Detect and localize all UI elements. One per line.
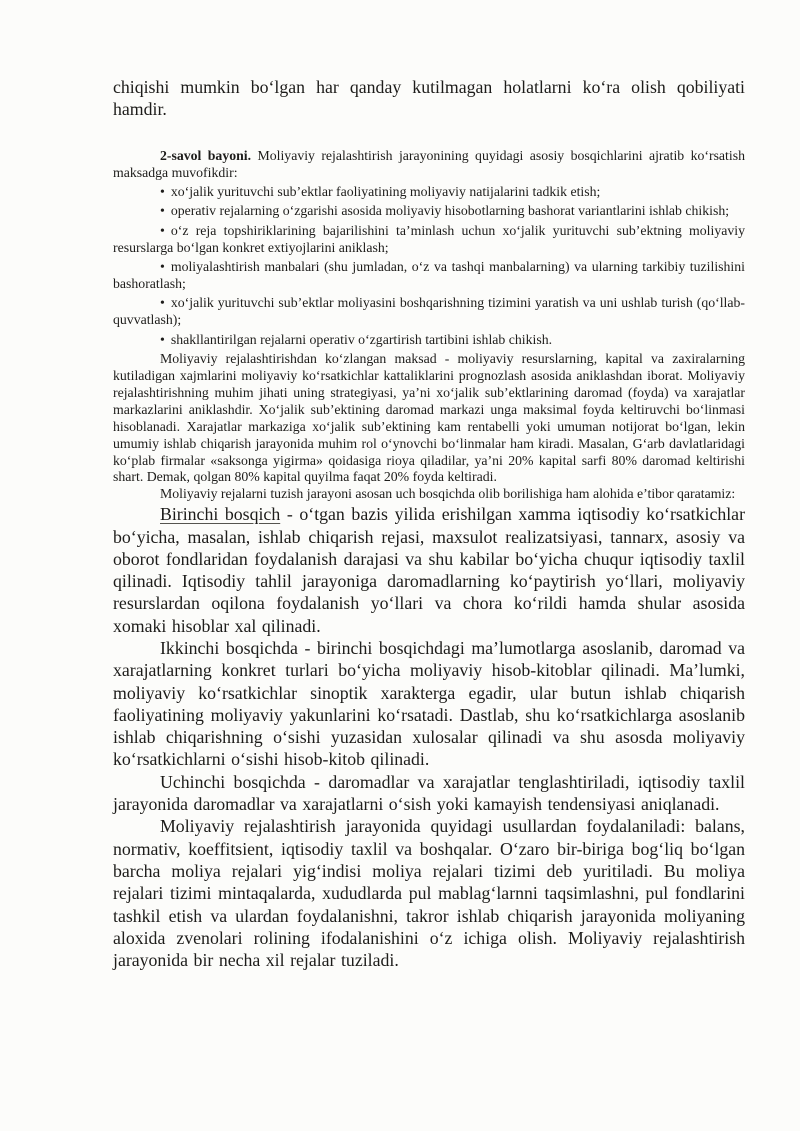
question2-paragraph — [113, 148, 745, 182]
bullet-text: moliyalashtirish manbalari (shu jumladan, o‘z va tashqi manbalarning) va ularning tarkibiy tuzilishini bashoratlash; — [113, 259, 745, 291]
intro-paragraph: chiqishi mumkin bo‘lgan har qanday kutilmagan holatlarni ko‘ra olish qobiliyati hamdir. — [113, 77, 745, 120]
purpose-paragraph: Moliyaviy rejalashtirishdan ko‘zlangan maksad - moliyaviy resurslarning, kapital va zaxiralarning kutiladigan xajmlarini moliyaviy ko‘rsatkichlar kattaliklarini prognozlash asosida aniklashdan iborat. Moliyaviy rejalashtirishning muhim jihati uning strategiyasi, ya’ni xo‘jalik sub’ektlarining daromad (foyda) va xarajatlar markazlarini aniklashdir. Xo‘jalik sub’ektining daromad markazi unga maksimal foyda keltiruvchi bo‘linmasi hisoblanadi. Xarajatlar markaziga xo‘jalik sub’ektining kam rentabelli yoki umuman notijorat bo‘lgan, lekin umumiy ishlab chiqarish jarayonida muhim rol o‘ynovchi bo‘linmalar ham kiradi. Masalan, G‘arb davlatlaridagi ko‘plab firmalar «saksonga yigirma» qoidasiga rioya qiladilar, ya’ni 20% kapital sarfi 80% daromad keltirishi shart. Demak, qolgan 80% kapital quyilma faqat 20% foyda keltiradi. — [113, 351, 745, 485]
bullet-item — [113, 295, 745, 329]
bullet-icon: • — [160, 222, 165, 238]
stage1-paragraph — [113, 503, 745, 637]
bullet-icon: • — [160, 203, 165, 219]
stage1-text: - o‘tgan bazis yilida erishilgan xamma iqtisodiy ko‘rsatkichlar bo‘yicha, masalan, ishlab chiqarish rejasi, maxsulot realizatsiyasi, tannarx, asosiy va oborot fondlaridan foydalanish darajasi va shu kabilar bo‘yicha chuqur iqtisodiy taxlil qilinadi. Iqtisodiy tahlil jarayoniga daromadlarning ko‘paytirish yo‘llari, moliyaviy resurslardan oqilona foydalanish yo‘llari va chora ko‘rildi hamda shular asosida xomaki hisoblar xal qilinadi. — [113, 504, 745, 636]
three-stages-intro-paragraph: Moliyaviy rejalarni tuzish jarayoni asosan uch bosqichda olib borilishiga ham alohida e’tibor qaratamiz: — [160, 486, 736, 502]
stage3-paragraph: Uchinchi bosqichda - daromadlar va xarajatlar tenglashtiriladi, iqtisodiy taxlil jarayonida daromadlar va xarajatlarni o‘sish yoki kamayish tendensiyasi aniqlanadi. — [113, 771, 745, 815]
bullet-text: xo‘jalik yurituvchi sub’ektlar faoliyatining moliyaviy natijalarini tadkik etish; — [170, 183, 601, 199]
bullet-icon: • — [160, 295, 165, 311]
bullet-item — [113, 184, 745, 201]
bullet-item — [113, 332, 745, 349]
bullet-item — [113, 223, 745, 257]
question2-text: Moliyaviy rejalashtirish jarayonining quyidagi asosiy bosqichlarini ajratib ko‘rsatish maksadga muvofikdir: — [113, 147, 745, 180]
bullet-item — [113, 203, 745, 220]
bullet-text: o‘z reja topshiriklarining bajarilishini ta’minlash uchun xo‘jalik yurituvchi sub’ektning moliyaviy resurslarga bo‘lgan konkret extiyojlarini aniklash; — [113, 222, 745, 255]
stage1-lead: Birinchi bosqich — [160, 504, 281, 525]
bullet-text: shakllantirilgan rejalarni operativ o‘zgartirish tartibini ishlab chikish. — [170, 331, 553, 347]
methods-paragraph: Moliyaviy rejalashtirish jarayonida quyidagi usullardan foydalaniladi: balans, normativ, koeffitsient, iqtisodiy taxlil va boshqalar. O‘zaro bir-biriga bog‘liq bo‘lgan barcha moliya rejalari yig‘indisi moliya rejalari tizimi deb yuritiladi. Bu moliya rejalari tizimi mintaqalarda, xududlarda pul mablag‘larnni taqsimlashni, pul fondlarini tashkil etish va ulardan foydalanishni, takror ishlab chiqarish jarayonida moliyaning aloxida zvenolari rolining ifodalanishini o‘z ichiga olish. Moliyaviy rejalashtirish jarayonida bir necha xil rejalar tuziladi. — [113, 816, 745, 971]
bullet-icon: • — [160, 331, 165, 347]
question2-lead: 2-savol bayoni. — [160, 147, 252, 163]
bullet-item — [113, 259, 745, 293]
bullet-text: xo‘jalik yurituvchi sub’ektlar moliyasini boshqarishning tizimini yaratish va uni ushlab turish (qo‘llab-quvvatlash); — [113, 295, 745, 328]
bullet-icon: • — [160, 259, 165, 275]
bullet-text: operativ rejalarning o‘zgarishi asosida moliyaviy hisobotlarning bashorat variantlarini ishlab chikish; — [170, 203, 730, 219]
bullet-icon: • — [160, 183, 165, 199]
stage2-paragraph: Ikkinchi bosqichda - birinchi bosqichdagi ma’lumotlarga asoslanib, daromad va xarajatlarning konkret turlari bo‘yicha moliyaviy hisob-kitoblar qilinadi. Ma’lumki, moliyaviy ko‘rsatkichlar sinoptik xarakterga egadir, ular butun ishlab chiqarish faoliyatining moliyaviy yakunlarini ko‘rsatadi. Dastlab, shu ko‘rsatkichlarga asoslanib ishlab chiqarishning o‘sishi yuzasidan xulosalar qilinadi va shu asosda moliyaviy ko‘rsatkichlarni o‘sishi hisob-kitob qilinadi. — [113, 638, 745, 770]
